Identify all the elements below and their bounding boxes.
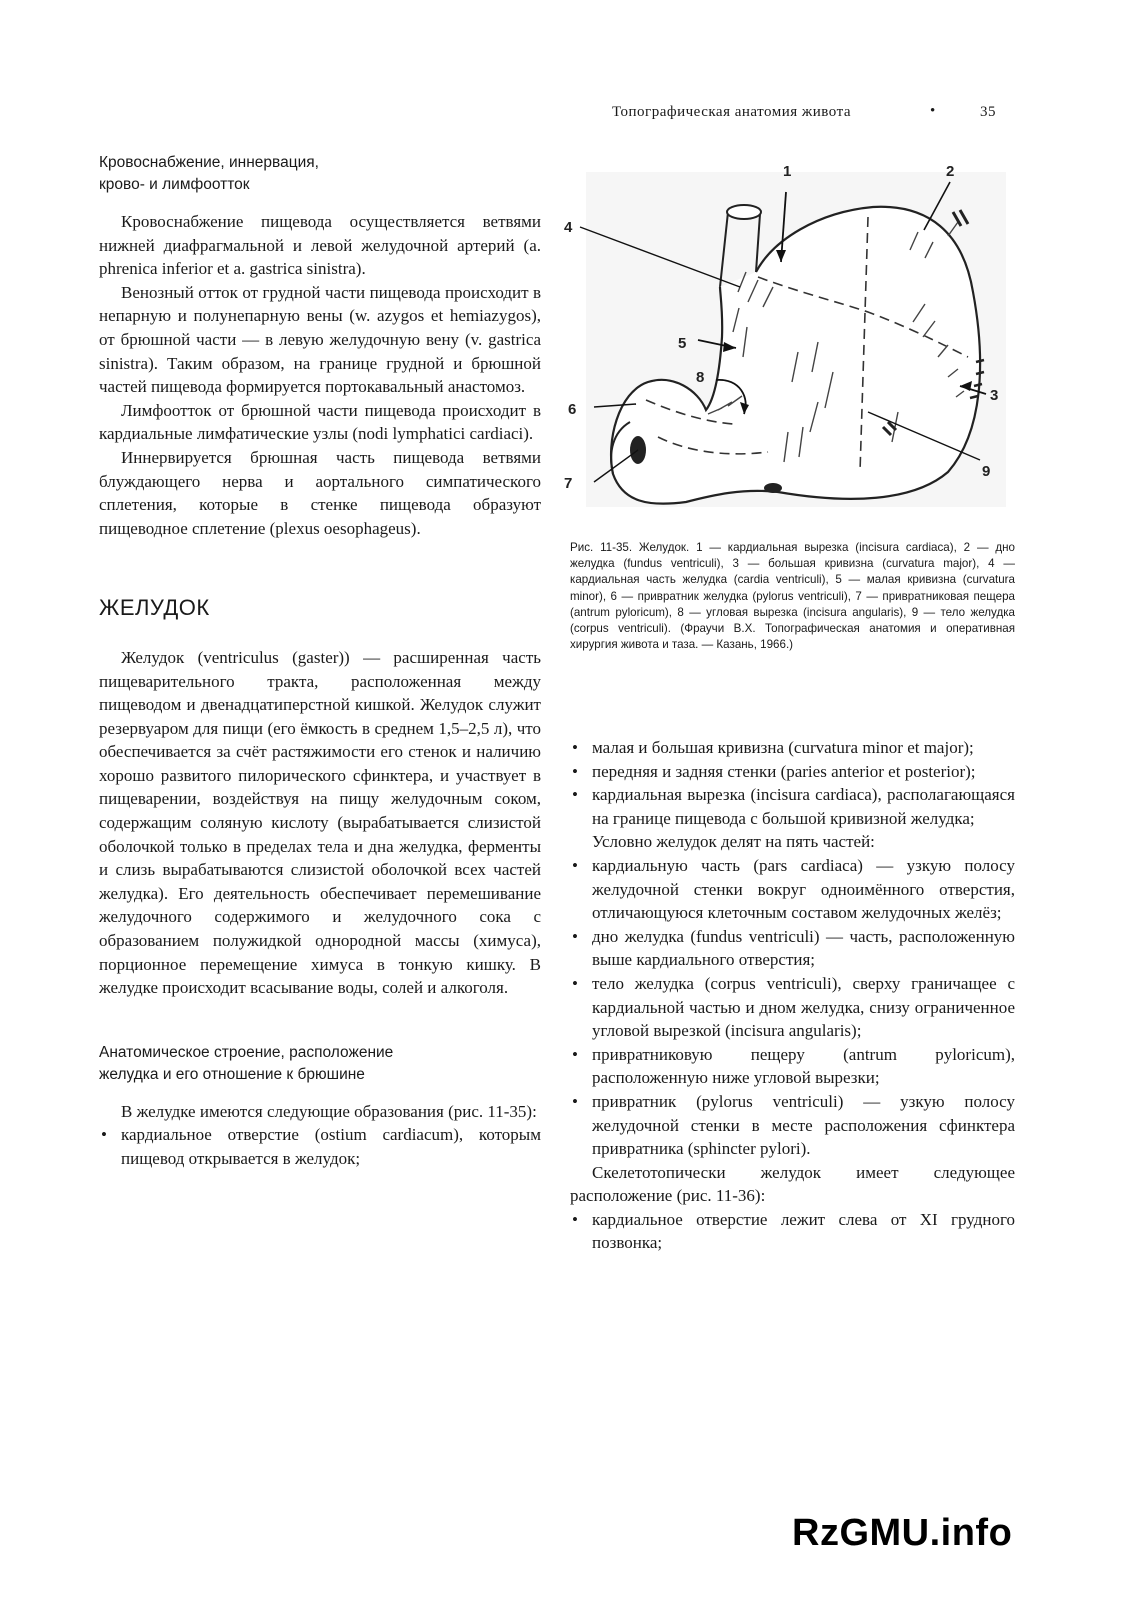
- bullet-list: [570, 736, 1015, 830]
- paragraph: Кровоснабжение пищевода осуществляется ветвями нижней диафрагмальной и левой желудочной артерий (a. phrenica inferior et a. gastrica sinistra).: [99, 212, 541, 279]
- paragraph: Иннервируется брюшная часть пищевода ветвями блуждающего нерва и аортального симпатического сплетения, которые в стенке пищевода образуют пищеводное сплетение (plexus oesophageus).: [99, 447, 541, 538]
- callout-4: 4: [564, 219, 573, 236]
- section-heading-line: Кровоснабжение, иннервация,: [99, 154, 319, 171]
- section-heading-line: желудка и его отношение к брюшине: [99, 1065, 365, 1083]
- stomach-figure: [564, 152, 1013, 534]
- paragraph: Лимфоотток от брюшной части пищевода происходит в кардиальные лимфатические узлы (nodi lymphatici cardiaci).: [99, 400, 541, 444]
- callout-9: 9: [982, 463, 991, 480]
- running-header-title: Топографическая анатомия живота: [612, 104, 851, 120]
- list-item: • привратниковую пещеру (antrum pyloricum), расположенную ниже угловой вырезки;: [570, 1043, 1015, 1090]
- paragraph: В желудке имеются следующие образования (рис. 11-35):: [121, 1101, 537, 1121]
- callout-5: 5: [678, 335, 687, 352]
- list-item: • кардиальную часть (pars cardiaca) — узкую полосу желудочной стенки вокруг одноимённого отверстия, отличающуюся клеточным составом желудочных желёз;: [570, 854, 1015, 925]
- callout-2: 2: [946, 163, 955, 180]
- callout-6: 6: [568, 401, 577, 418]
- section-heading-blood-supply: [99, 152, 541, 196]
- section-heading-line: крово- и лимфоотток: [99, 176, 250, 193]
- callout-3: 3: [990, 387, 999, 404]
- bullet-list: [99, 1123, 541, 1170]
- list-item: • тело желудка (corpus ventriculi), сверху граничащее с кардиальной частью и дном желудка, снизу ограниченное угловой вырезкой (incisura angularis);: [570, 972, 1015, 1043]
- bullet-list: [570, 1208, 1015, 1255]
- list-item: • кардиальное отверстие (ostium cardiacum), которым пищевод открывается в желудок;: [99, 1123, 541, 1170]
- list-item: • кардиальная вырезка (incisura cardiaca), располагающаяся на границе пищевода с большой кривизной желудка;: [570, 783, 1015, 830]
- callout-8: 8: [696, 369, 705, 386]
- list-item: • дно желудка (fundus ventriculi) — часть, расположенную выше кардиального отверстия;: [570, 925, 1015, 972]
- paragraph: Желудок (ventriculus (gaster)) — расширенная часть пищеварительного тракта, расположенная между пищеводом и двенадцатиперстной кишкой. Желудок служит резервуаром для пищи (его ёмкость в среднем 1,5–2,5 л), что обеспечивается за счёт растяжимости его стенок и наличию хорошо развитого пилорического сфинктера, и участвует в пищеварении, воздействуя на пищу желудочным соком, содержащим соляную кислоту (вырабатывается слизистой оболочкой только в пределах тела и дна желудка, ферменты и слизь вырабатываются слизистой оболочкой всех частей желудка). Его деятельность обеспечивает перемешивание желудочного содержимого и желудочного сока с образованием полужидкой однородной массы (химуса), порционное перемещение химуса в тонкую кишку. В желудке происходит всасывание воды, солей и алкоголя.: [99, 647, 541, 998]
- paragraph: Условно желудок делят на пять частей:: [592, 832, 875, 852]
- bullet-list: [570, 854, 1015, 1161]
- section-heading-line: Анатомическое строение, расположение: [99, 1043, 394, 1061]
- list-item: • кардиальное отверстие лежит слева от XI грудного позвонка;: [570, 1208, 1015, 1255]
- stomach-illustration: [564, 152, 1013, 534]
- watermark: RzGMU.info: [792, 1512, 1013, 1554]
- paragraph: Венозный отток от грудной части пищевода происходит в непарную и полунепарную вены (w. azygos et hemiazygos), от брюшной части — в левую желудочную вену (v. gastrica sinistra). Таким образом, на границе грудной и брюшной частей пищевода формируется портокавальный анастомоз.: [99, 282, 541, 397]
- left-column: [99, 152, 541, 1171]
- callout-1: 1: [783, 163, 792, 180]
- list-item: • малая и большая кривизна (curvatura minor et major);: [570, 736, 1015, 760]
- paragraph: Скелетотопически желудок имеет следующее расположение (рис. 11-36):: [570, 1162, 1015, 1206]
- list-item: • привратник (pylorus ventriculi) — узкую полосу желудочной стенки в месте расположения сфинктера привратника (sphincter pylori).: [570, 1090, 1015, 1161]
- figure-caption: Рис. 11-35. Желудок. 1 — кардиальная вырезка (incisura cardiaca), 2 — дно желудка (fundus ventriculi), 3 — большая кривизна (curvatura major), 4 — кардиальная часть желудка (cardia ventriculi), 5 — малая кривизна (curvatura minor), 6 — привратник желудка (pylorus ventriculi), 7 — привратниковая пещера (antrum pyloricum), 8 — угловая вырезка (incisura angularis), 9 — тело желудка (corpus ventriculi). (Фраучи В.Х. Топографическая анатомия и оперативная хирургия живота и таза. — Казань, 1966.): [570, 541, 1015, 652]
- callout-7: 7: [564, 475, 573, 492]
- running-header-separator: •: [930, 103, 936, 119]
- chapter-title: ЖЕЛУДОК: [99, 595, 210, 621]
- section-heading-anatomy: [99, 1042, 541, 1086]
- list-item: • передняя и задняя стенки (paries anterior et posterior);: [570, 760, 1015, 784]
- page-number: 35: [980, 104, 996, 120]
- right-column: [570, 736, 1015, 1255]
